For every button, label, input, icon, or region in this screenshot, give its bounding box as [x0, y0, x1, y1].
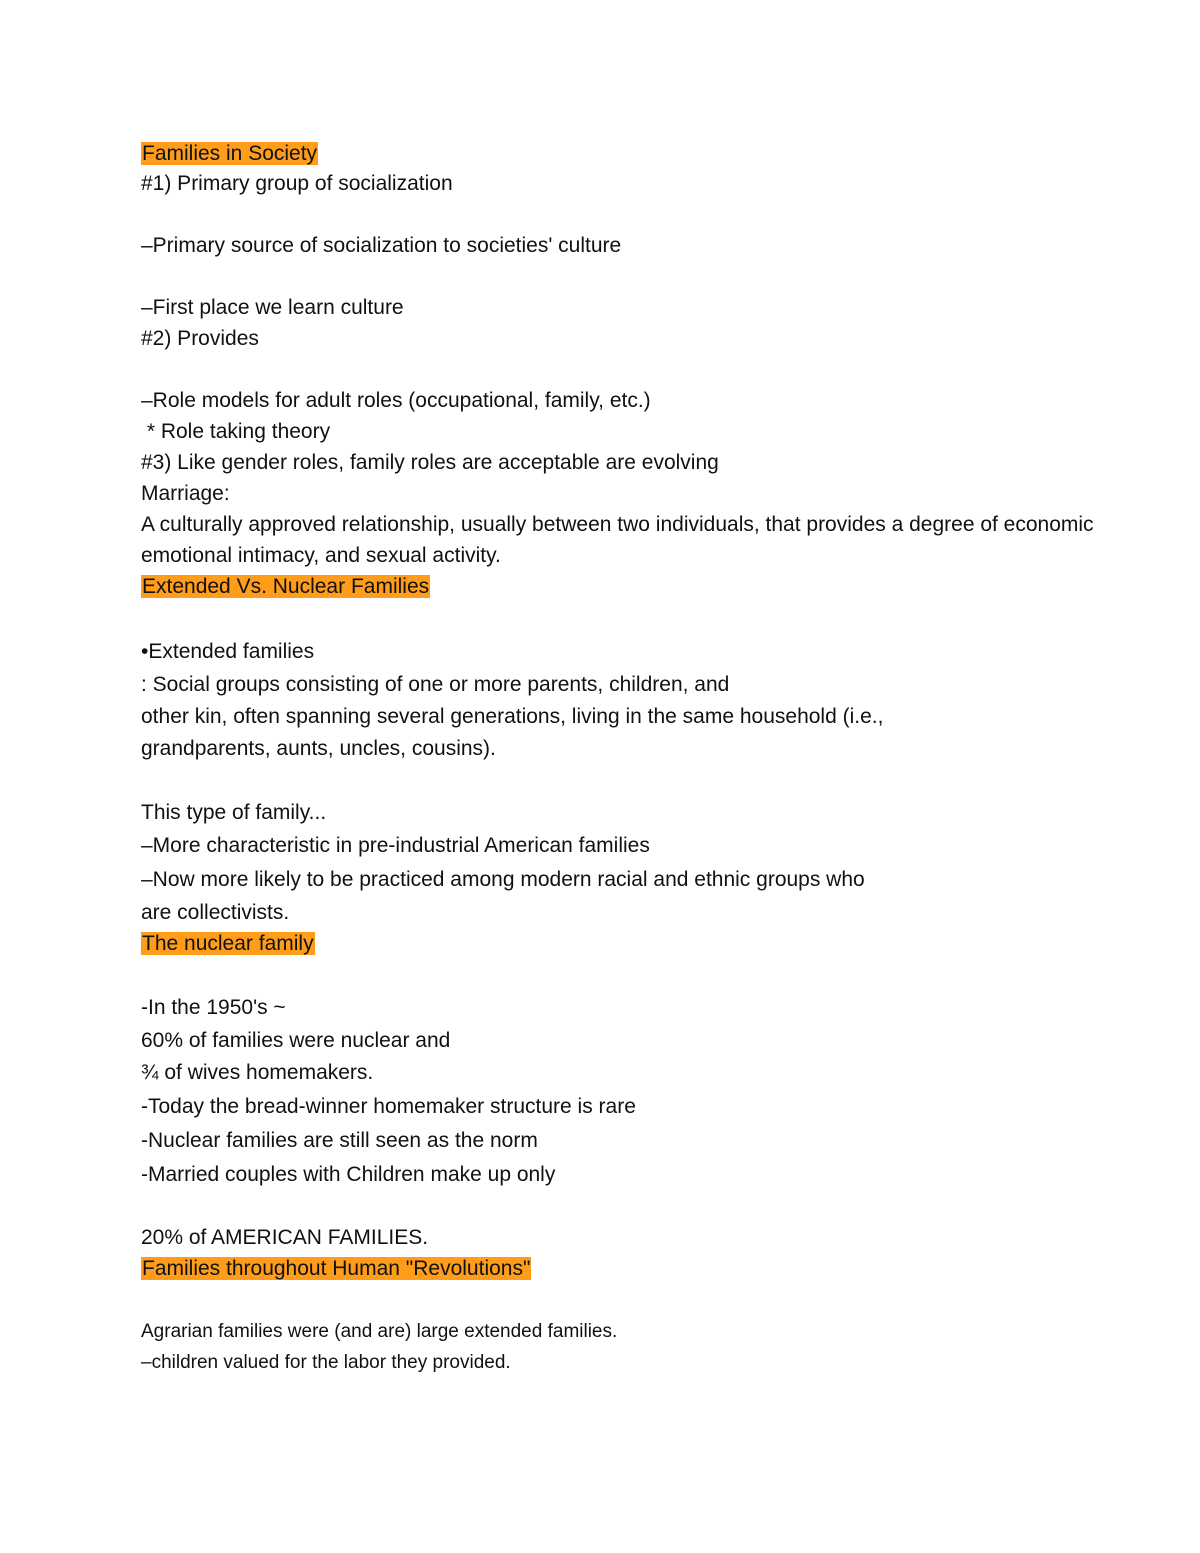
text-line-item-1a: –Primary source of socialization to societies' culture	[141, 234, 622, 257]
section-heading-families-in-society	[141, 141, 318, 167]
text-line-nuclear-2: 60% of families were nuclear and	[141, 1029, 451, 1052]
highlighted-text: Families throughout Human "Revolutions"	[142, 1257, 531, 1280]
text-line-extended-bullet: •Extended families	[141, 640, 315, 663]
text-line-item-2a: –Role models for adult roles (occupational, family, etc.)	[141, 389, 651, 412]
text-line-nuclear-5: -Nuclear families are still seen as the norm	[141, 1129, 538, 1152]
text-line-agrarian-2: –children valued for the labor they provided.	[141, 1352, 511, 1373]
text-line-agrarian-1: Agrarian families were (and are) large extended families.	[141, 1321, 618, 1342]
text-line-item-3: #3) Like gender roles, family roles are acceptable are evolving	[141, 451, 719, 474]
section-heading-revolutions	[141, 1256, 531, 1282]
text-line-extended-def-3: grandparents, aunts, uncles, cousins).	[141, 737, 496, 760]
section-heading-extended-vs-nuclear	[141, 574, 430, 600]
text-line-extended-def-1: : Social groups consisting of one or more parents, children, and	[141, 673, 730, 696]
text-line-nuclear-6: -Married couples with Children make up only	[141, 1163, 556, 1186]
text-line-type-intro: This type of family...	[141, 801, 327, 824]
text-line-item-2: #2) Provides	[141, 327, 259, 350]
text-line-type-2a: –Now more likely to be practiced among modern racial and ethnic groups who	[141, 868, 865, 891]
text-line-nuclear-1: -In the 1950's ~	[141, 996, 286, 1019]
text-line-nuclear-7: 20% of AMERICAN FAMILIES.	[141, 1226, 429, 1249]
text-line-type-1: –More characteristic in pre-industrial American families	[141, 834, 650, 857]
text-line-marriage-def-1: A culturally approved relationship, usually between two individuals, that provides a degree of economic	[141, 513, 1094, 536]
highlighted-text: The nuclear family	[142, 932, 314, 955]
text-line-type-2b: are collectivists.	[141, 901, 290, 924]
highlighted-text: Extended Vs. Nuclear Families	[142, 575, 430, 598]
text-line-item-1b: –First place we learn culture	[141, 296, 404, 319]
text-line-item-2b: * Role taking theory	[141, 420, 331, 443]
section-heading-nuclear-family	[141, 931, 315, 957]
text-line-nuclear-4: -Today the bread-winner homemaker structure is rare	[141, 1095, 636, 1118]
text-line-nuclear-3: ¾ of wives homemakers.	[141, 1061, 374, 1084]
highlighted-text: Families in Society	[142, 142, 318, 165]
text-line-item-1: #1) Primary group of socialization	[141, 172, 453, 195]
text-line-marriage-def-2: emotional intimacy, and sexual activity.	[141, 544, 501, 567]
text-line-marriage-label: Marriage:	[141, 482, 230, 505]
text-line-extended-def-2: other kin, often spanning several generations, living in the same household (i.e.,	[141, 705, 884, 728]
